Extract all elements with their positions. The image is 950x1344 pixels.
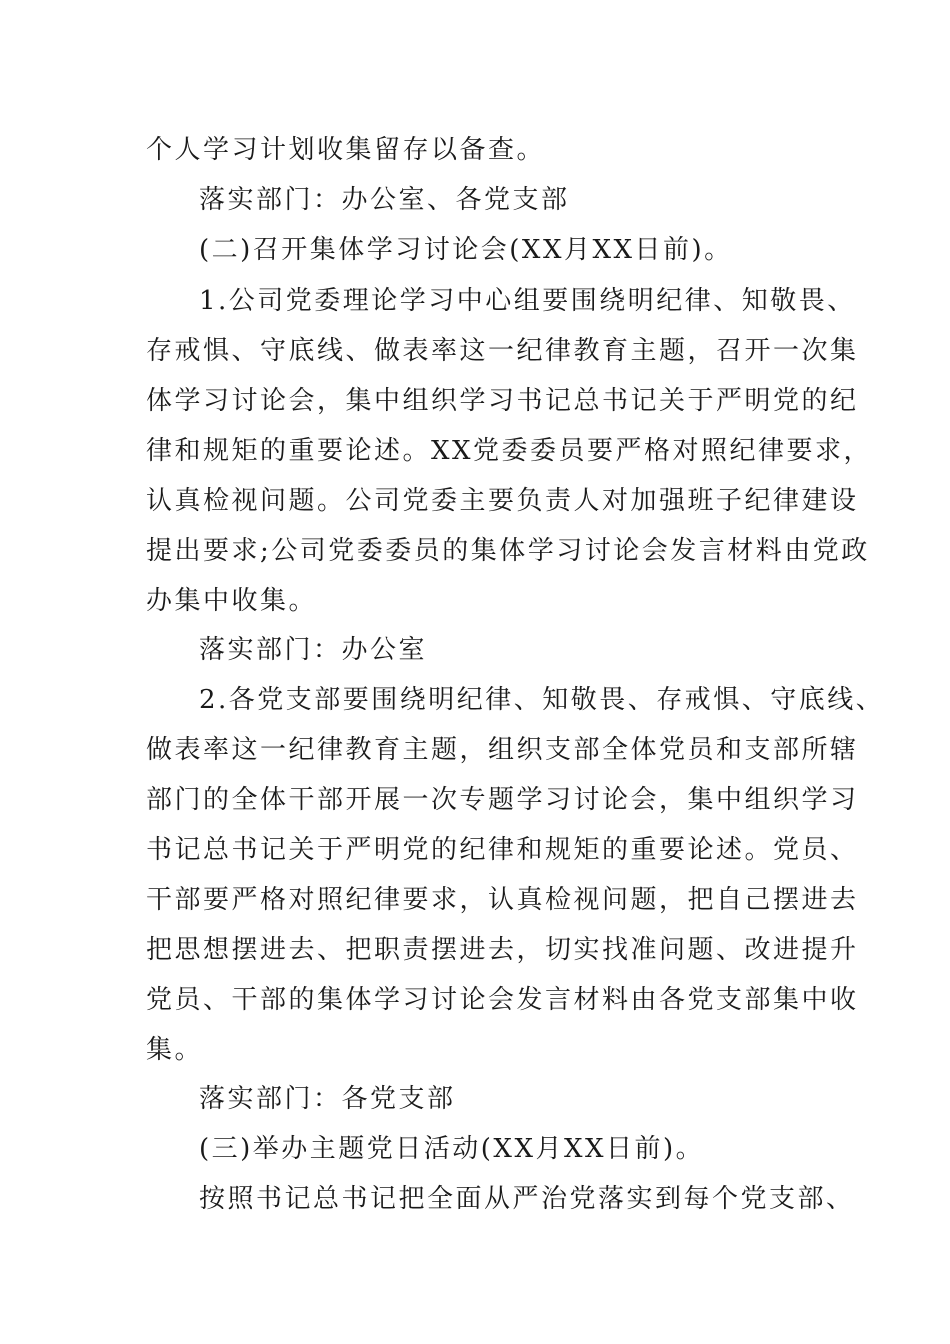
text-line: 办集中收集。 <box>146 586 318 616</box>
text-line: 落实部门：办公室、各党支部 <box>199 185 570 215</box>
text-line: 提出要求;公司党委委员的集体学习讨论会发言材料由党政 <box>146 536 870 566</box>
text-line: 体学习讨论会，集中组织学习书记总书记关于严明党的纪 <box>146 386 859 416</box>
text-line: 落实部门：办公室 <box>199 635 428 665</box>
text-line: 落实部门：各党支部 <box>199 1084 456 1114</box>
text-line: 个人学习计划收集留存以备查。 <box>146 135 546 165</box>
text-line: 把思想摆进去、把职责摆进去，切实找准问题、改进提升 <box>146 935 859 965</box>
text-line: 部门的全体干部开展一次专题学习讨论会，集中组织学习 <box>146 785 859 815</box>
text-line: (二)召开集体学习讨论会(XX月XX日前)。 <box>199 235 733 265</box>
text-line: 律和规矩的重要论述。XX党委委员要严格对照纪律要求， <box>146 436 873 466</box>
text-line: 1.公司党委理论学习中心组要围绕明纪律、知敬畏、 <box>199 286 856 316</box>
text-line: 2.各党支部要围绕明纪律、知敬畏、存戒惧、守底线、 <box>199 685 885 715</box>
text-line: 党员、干部的集体学习讨论会发言材料由各党支部集中收 <box>146 985 859 1015</box>
text-line: 存戒惧、守底线、做表率这一纪律教育主题，召开一次集 <box>146 336 859 366</box>
text-line: 认真检视问题。公司党委主要负责人对加强班子纪律建设 <box>146 486 859 516</box>
text-line: 做表率这一纪律教育主题，组织支部全体党员和支部所辖 <box>146 735 859 765</box>
text-line: (三)举办主题党日活动(XX月XX日前)。 <box>199 1134 705 1164</box>
text-line: 按照书记总书记把全面从严治党落实到每个党支部、 <box>199 1184 855 1214</box>
text-line: 干部要严格对照纪律要求，认真检视问题，把自己摆进去 <box>146 885 859 915</box>
text-line: 书记总书记关于严明党的纪律和规矩的重要论述。党员、 <box>146 835 859 865</box>
text-line: 集。 <box>146 1035 204 1065</box>
